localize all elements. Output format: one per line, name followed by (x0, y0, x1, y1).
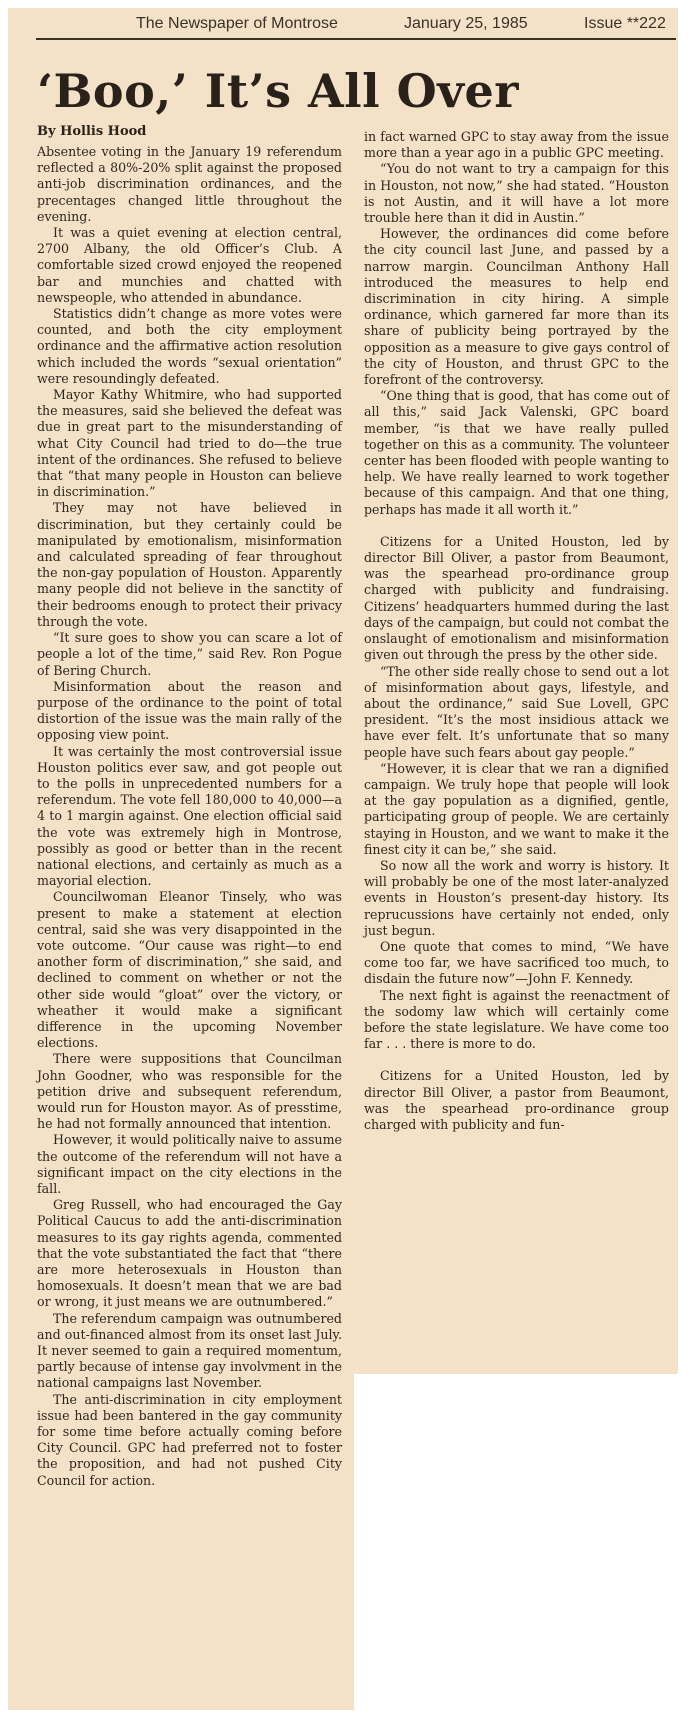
paragraph: Mayor Kathy Whitmire, who had supported the measures, said she believed the defeat was due in great part to the misunderstanding of what City Council had tried to do—the true intent of the ordinances. She refused to believe that “that many people in Houston can believe in discrimination.” (37, 387, 342, 500)
paragraph: “However, it is clear that we ran a dignified campaign. We truly hope that people will look at the gay population as a dignified, gentle, participating group of people. We are certainly staying in Houston, and we want to make it the finest city it can be,” she said. (364, 760, 669, 857)
paragraph: The referendum campaign was outnumbered and out-financed almost from its onset last July. It never seemed to gain a required momentum, partly because of intense gay involvment in the national campaigns last November. (37, 1310, 342, 1391)
masthead-paper-name: The Newspaper of Montrose (136, 15, 338, 32)
paragraph: The next fight is against the reenactment of the sodomy law which will certainly come before the state legislature. We have come too far . . . there is more to do. (364, 987, 669, 1052)
paragraph: “It sure goes to show you can scare a lot of people a lot of the time,” said Rev. Ron Pogue of Bering Church. (37, 630, 342, 678)
paragraph: Statistics didn’t change as more votes were counted, and both the city employment ordinance and the affirmative action resolution which included the words “sexual orientation” were resoundingly defeated. (37, 306, 342, 386)
paragraph: They may not have believed in discrimination, but they certainly could be manipulated by emotionalism, misinformation and calculated spreading of fear throughout the non-gay population of Houston. Apparently many people did not believe in the sanctity of their bedrooms enough to protect their privacy through the vote. (37, 500, 342, 629)
paragraph: However, the ordinances did come before the city council last June, and passed by a narrow margin. Councilman Anthony Hall introduced the measures to help end discrimination in city hiring. A simple ordinance, which garnered far more than its share of publicity being portrayed by the opposition as a measure to give gays control of the city of Houston, and thrust GPC to the forefront of the controversy. (364, 226, 669, 388)
paragraph: “The other side really chose to send out a lot of misinformation about gays, lifestyle, and about the ordinance,” said Sue Lovell, GPC president. “It’s the most insidious attack we have ever felt. It’s unfortunate that so many people have such fears about gay people.” (364, 663, 669, 760)
masthead-issue: Issue **222 (584, 15, 666, 32)
paragraph: in fact warned GPC to stay away from the issue more than a year ago in a public GPC meeting. (364, 129, 669, 161)
paragraph: Councilwoman Eleanor Tinsely, who was present to make a statement at election central, said she was very disappointed in the vote outcome. “Our cause was right—to end another form of discrimination,” she said, and declined to comment on whether or not the other side would “gloat” over the victory, or wheather it would make a significant difference in the upcoming November elections. (37, 889, 342, 1051)
paragraph: It was certainly the most controversial issue Houston politics ever saw, and got people out to the polls in unprecedented numbers for a referendum. The vote fell 180,000 to 40,000—a 4 to 1 margin against. One election official said the vote was extremely high in Montrose, possibly as good or better than in the recent national elections, and certainly as much as a mayorial election. (37, 743, 342, 889)
masthead (36, 10, 676, 40)
paragraph: One quote that comes to mind, “We have come too far, we have sacrificed too much, to disdain the future now”—John F. Kennedy. (364, 938, 669, 987)
byline: By Hollis Hood (37, 124, 147, 139)
paragraph: “You do not want to try a campaign for this in Houston, not now,” she had stated. “Houston is not Austin, and it will have a lot more trouble here than it did in Austin.” (364, 161, 669, 226)
paragraph: The anti-discrimination in city employment issue had been bantered in the gay community for some time before actually coming before City Council. GPC had preferred not to foster the proposition, and had not pushed City Council for action. (37, 1391, 342, 1488)
paragraph: Greg Russell, who had encouraged the Gay Political Caucus to add the anti-discrimination measures to its gay rights agenda, commented that the vote substantiated the fact that “there are more heterosexuals in Houston than homosexuals. It doesn’t mean that we are bad or wrong, it just means we are outnumbered.” (37, 1197, 342, 1310)
paragraph: There were suppositions that Councilman John Goodner, who was responsible for the petition drive and subsequent referendum, would run for Houston mayor. As of presstime, he had not formally announced that intention. (37, 1051, 342, 1132)
right-column (364, 129, 669, 1133)
masthead-date: January 25, 1985 (404, 15, 528, 32)
paragraph: Absentee voting in the January 19 referendum reflected a 80%-20% split against the proposed anti-job discrimination ordinances, and the precentages changed little throughout the evening. (37, 144, 342, 224)
paragraph: Citizens for a United Houston, led by director Bill Oliver, a pastor from Beaumont, was the spearhead pro-ordinance group charged with publicity and fun- (364, 1068, 669, 1132)
paragraph: Citizens for a United Houston, led by director Bill Oliver, a pastor from Beaumont, was the spearhead pro-ordinance group charged with publicity and fundraising. Citizens’ headquarters hummed during the last days of the campaign, but could not combat the onslaught of emotionalism and misinformation given out through the press by the other side. (364, 533, 669, 663)
paragraph: It was a quiet evening at election central, 2700 Albany, the old Officer’s Club. A comfortable sized crowd enjoyed the reopened bar and munchies and chatted with newspeople, who attended in abundance. (37, 225, 342, 305)
headline: ‘Boo,’ It’s All Over (37, 64, 519, 118)
paragraph: However, it would politically naive to assume the outcome of the referendum will not have a significant impact on the city elections in the fall. (37, 1132, 342, 1196)
paragraph: Misinformation about the reason and purpose of the ordinance to the point of total distortion of the issue was the main rally of the opposing view point. (37, 678, 342, 743)
paragraph: “One thing that is good, that has come out of all this,” said Jack Valenski, GPC board member, “is that we have really pulled together on this as a community. The volunteer center has been flooded with people wanting to help. We have really learned to work together because of this campaign. And that one thing, perhaps has made it all worth it.” (364, 388, 669, 517)
left-column (37, 144, 342, 1489)
paragraph: So now all the work and worry is history. It will probably be one of the most later-analyzed events in Houston’s present-day history. Its reprucussions have certainly not ended, only just begun. (364, 857, 669, 938)
